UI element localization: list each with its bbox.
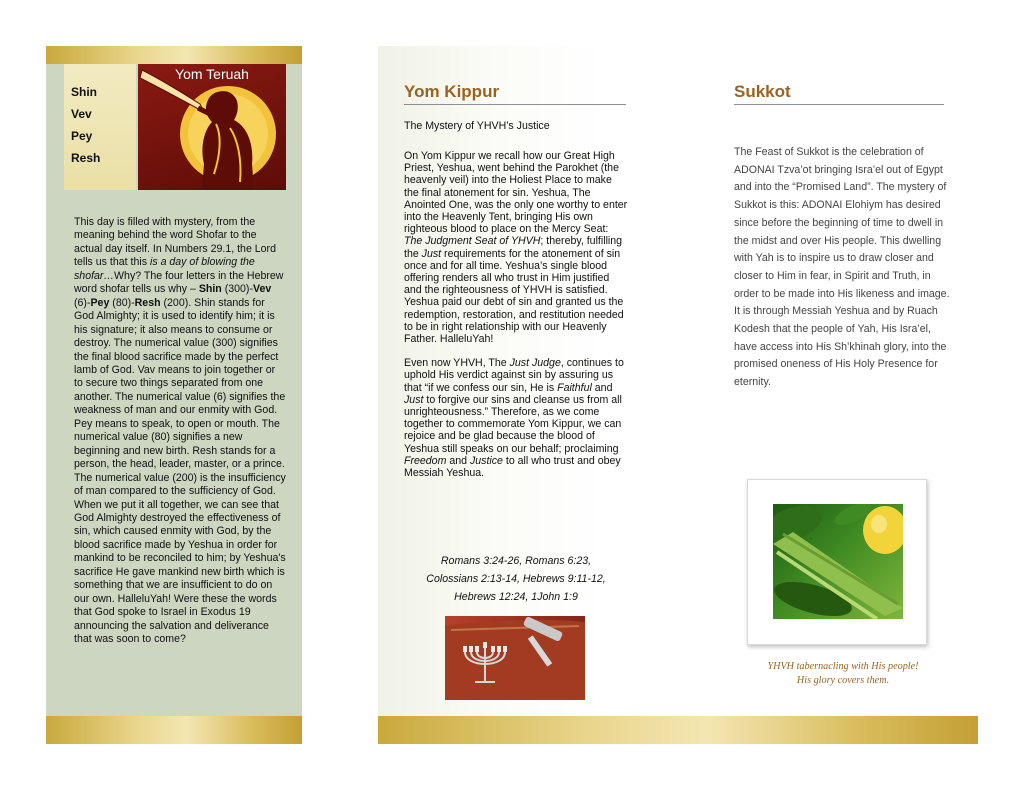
italic-run: Just	[421, 247, 442, 260]
text-run: ; thereby, fulfilling the	[404, 235, 623, 260]
yom-kippur-subtitle: The Mystery of YHVH’s Justice	[404, 120, 550, 132]
hebrew-letters-box	[64, 64, 136, 190]
right-spread	[378, 46, 978, 744]
italic-run: Justice	[469, 454, 503, 467]
italic-run: Just	[404, 393, 424, 406]
text-run: , continues to uphold His verdict against sin by assuring us that “if we confess our sin, He is	[404, 357, 624, 394]
yom-kippur-paragraph-2	[404, 357, 628, 479]
reference-line: Colossians 2:13-14, Hebrews 9:11-12,	[426, 573, 606, 585]
hebrew-letters-list	[64, 64, 136, 169]
shofar-blower-image	[138, 64, 286, 190]
bold-run: Resh	[134, 296, 161, 309]
bold-run: Pey	[90, 296, 110, 309]
left-paragraph	[74, 216, 286, 647]
sukkot-heading: Sukkot	[734, 82, 944, 105]
sukkot-body	[734, 144, 952, 392]
yom-kippur-heading: Yom Kippur	[404, 82, 626, 105]
letter-vev: Vev	[71, 107, 92, 121]
menorah-icon	[445, 616, 585, 700]
text-run: to all who trust and obey Messiah Yeshua.	[404, 454, 621, 480]
gold-bar-top	[46, 46, 302, 64]
left-body-text	[74, 216, 286, 647]
lulav-etrog-icon	[773, 504, 903, 619]
reference-line: Romans 3:24-26, Romans 6:23,	[440, 555, 592, 567]
text-run: (300)-	[221, 283, 253, 296]
etrog-lulav-photo-frame	[747, 479, 927, 645]
hero-title: Yom Teruah	[175, 66, 249, 82]
yom-kippur-paragraph-1	[404, 150, 628, 345]
yom-teruah-illustration	[138, 64, 286, 190]
etrog-lulav-photo	[773, 504, 903, 619]
text-run: to forgive our sins and cleanse us from all unrighteousness.” Therefore, as we come together to commemorate Yom Kippur, we can rejoice and be glad because the blood of Yeshua still speaks on our behalf; proclaiming	[404, 393, 622, 455]
text-run: On Yom Kippur we recall how our Great High Priest, Yeshua, went behind the Parokhet (the heavenly veil) into the Holiest Place to make the final atonement for sin. Yeshua, The Anointed One, was the only one worthy to enter into the Heavenly Tent, bringing His own righteous blood to place on the Mercy Seat:	[404, 150, 628, 236]
italic-run: The Judgment Seat of YHVH	[404, 235, 541, 248]
yom-kippur-body	[404, 150, 628, 491]
menorah-gavel-photo	[445, 616, 585, 700]
text-run: requirements for the atonement of sin once and for all time. Yeshua’s single blood offering renders all who trust in Him justified and the righteousness of YHVH is satisfied. Yeshua paid our debt of sin and granted us the redemption, restoration, and restitution needed to be in right relationship with our Heavenly Father. HalleluYah!	[404, 247, 624, 346]
italic-run: is a day of blowing the shofar…	[74, 256, 255, 282]
letter-resh: Resh	[71, 151, 101, 165]
caption-line: YHVH tabernacling with His people!	[767, 661, 919, 672]
gold-bar-bottom-right	[378, 716, 978, 744]
text-run: Even now YHVH, The	[404, 357, 510, 370]
photo-caption	[734, 660, 952, 688]
italic-run: Faithful	[557, 381, 592, 394]
italic-run: Freedom	[404, 454, 447, 467]
sukkot-paragraph: The Feast of Sukkot is the celebration of ADONAI Tzva’ot bringing Isra’el out of Egypt and into the “Promised Land”. The mystery of Sukkot is this: ADONAI Elohiym has desired since before the beginning of time to dwell in the midst and over His people. This dwelling with Yah is to inspire us to draw closer and closer to Him in fear, in Spirit and Truth, in order to be made into His likeness and image. It is through Messiah Yeshua and by Ruach Kodesh that the people of Yah, His Isra’el, have access into His Sh’khinah glory, into the promised oneness of His Holy Presence for eternity.	[734, 146, 950, 389]
letter-shin: Shin	[71, 85, 97, 99]
bold-run: Vev	[252, 283, 272, 296]
text-run: and	[591, 381, 613, 394]
italic-run: Just Judge	[509, 357, 561, 370]
text-run: (6)-	[74, 296, 91, 309]
text-run: This day is filled with mystery, from the meaning behind the word Shofar to the actual day itself. In Numbers 29.1, the Lord tells us that this	[74, 216, 276, 269]
text-run: (200). Shin stands for God Almighty; it is used to identify him; it is his signature; it also means to consume or destroy. The numerical value (300) signifies the final blood sacrifice made by the perfect lamb of God. Vav means to join together or to secure two things separated from one another. The numerical value (6) signifies the weakness of man and our enmity with God. Pey means to speak, to open or mouth. The numerical value (80) signifies a new beginning and new birth. Resh stands for a person, the head, leader, master, or a prince. The numerical value (200) is the insufficiency of man compared to the sufficiency of God. When we put it all together, we can see that God Almighty destroyed the effectiveness of sin, which caused enmity with God, by the blood sacrifice made by Yeshua in order for mankind to be reconciled to him; by Yeshua's sacrifice He gave mankind new birth which is something that we are insufficient to do on our own. HalleluYah! Were these the words that God spoke to Israel in Exodus 19 announcing the salvation and deliverance that was soon to come?	[74, 296, 286, 646]
text-run: (80)-	[109, 296, 135, 309]
caption-line: His glory covers them.	[796, 675, 890, 686]
letter-pey: Pey	[71, 129, 93, 143]
bold-run: Shin	[198, 283, 222, 296]
gold-bar-bottom-left	[46, 716, 302, 744]
text-run: and	[446, 454, 470, 467]
reference-line: Hebrews 12:24, 1John 1:9	[454, 591, 578, 603]
text-run: Why? The four letters in the Hebrew word shofar tells us why –	[74, 269, 284, 296]
left-panel	[46, 46, 302, 744]
scripture-references	[404, 552, 628, 606]
